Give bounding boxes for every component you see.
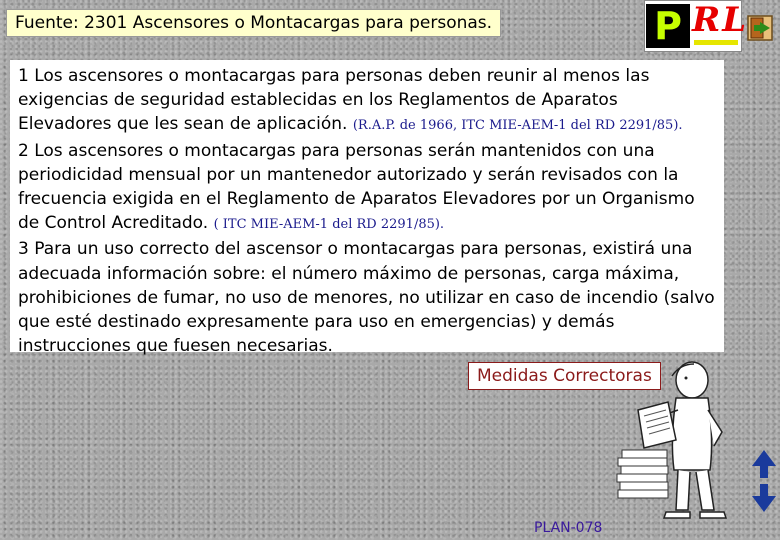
prl-logo xyxy=(644,0,780,52)
logo-letter-p: P xyxy=(646,4,690,48)
page-title: Fuente: 2301 Ascensores o Montacargas para personas. xyxy=(6,9,501,37)
content-item-2 xyxy=(18,139,716,238)
arrow-down-icon[interactable] xyxy=(752,484,776,512)
content-item-1-ref: (R.A.P. de 1966, ITC MIE-AEM-1 del RD 2291/85). xyxy=(352,118,683,134)
content-item-1-text: 1 Los ascensores o montacargas para personas deben reunir al menos las exigencias de seguridad establecidas en los Reglamentos de Aparatos Elevadores que les sean de aplicación. xyxy=(18,66,650,135)
content-item-3-text: 3 Para un uso correcto del ascensor o montacargas para personas, existirá una adecuada información sobre: el número máximo de personas, carga máxima, prohibiciones de fumar, no uso de menores, no utilizar en caso de incendio (salvo que esté destinado expresamente para uso en emergencias) y demás instrucciones que fuesen necesarias. xyxy=(18,239,715,357)
logo-underline xyxy=(694,40,738,45)
medidas-correctoras-button[interactable]: Medidas Correctoras xyxy=(468,362,661,390)
exit-door-icon[interactable] xyxy=(746,14,774,42)
content-item-2-text: 2 Los ascensores o montacargas para personas serán mantenidos con una periodicidad mensual por un mantenedor autorizado y serán revisados con la frecuencia exigida en el Reglamento de Aparatos Elevadores por un Organismo de Control Acreditado. xyxy=(18,140,695,234)
logo-letters-rl: RL xyxy=(692,0,749,40)
arrow-up-icon[interactable] xyxy=(752,450,776,478)
reading-man-illustration xyxy=(610,350,750,520)
content-item-3 xyxy=(18,237,716,358)
plan-code: PLAN-078 xyxy=(534,520,603,536)
content-panel xyxy=(10,60,724,357)
nav-arrows xyxy=(750,448,778,514)
content-item-1 xyxy=(18,64,716,139)
content-item-2-ref: ( ITC MIE-AEM-1 del RD 2291/85). xyxy=(213,217,445,233)
